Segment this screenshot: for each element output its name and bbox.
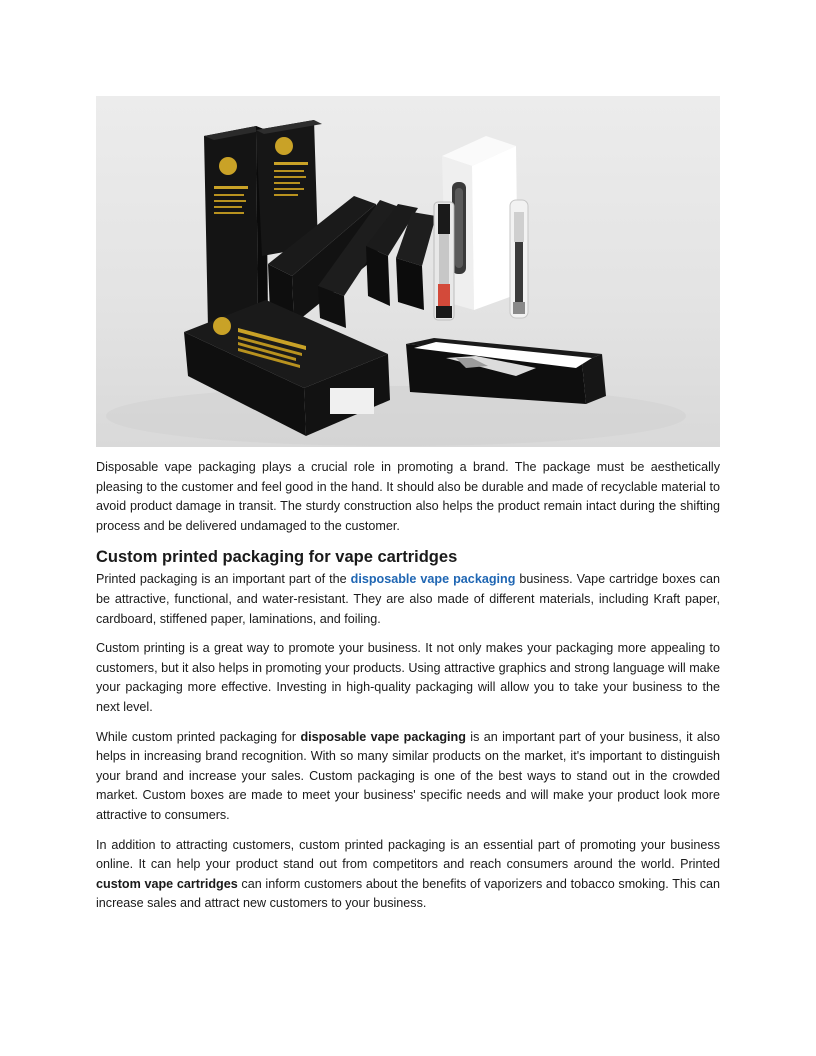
bold-phrase: custom vape cartridges	[96, 876, 238, 891]
paragraph-text: Printed packaging is an important part of the	[96, 572, 351, 587]
paragraph-printed-packaging	[96, 570, 720, 629]
bold-phrase: disposable vape packaging	[300, 729, 466, 744]
intro-paragraph: Disposable vape packaging plays a crucial role in promoting a brand. The package must be aesthetically pleasing to the customer and feel good in the hand. It should also be durable and made of recyclable material to avoid product damage in transit. The sturdy construction also helps the product remain intact during the shifting process and be delivered undamaged to the customer.	[96, 460, 720, 533]
vape-packaging-illustration	[96, 96, 720, 447]
paragraph-text: is an important part of your business, it also helps in increasing brand recognition. With so many similar products on the market, it's important to distinguish your brand and increase your sales. Custom packaging is one of the best ways to stand out in the crowded market. Custom boxes are made to meet your business' specific needs and will make your product look more attractive to consumers.	[96, 729, 720, 822]
paragraph-text: can inform customers about the benefits of vaporizers and tobacco smoking. This can increase sales and attract new customers to your business.	[96, 876, 721, 911]
paragraph-online-promotion	[96, 836, 720, 914]
product-photo	[96, 96, 720, 447]
article-body	[96, 458, 720, 924]
paragraph-brand-recognition	[96, 728, 720, 826]
paragraph-text: In addition to attracting customers, custom printed packaging is an essential part of promoting your business online. It can help your product stand out from competitors and reach consumers around the world. Printed	[96, 837, 720, 872]
paragraph-text: business. Vape cartridge boxes can be attractive, functional, and water-resistant. They are also made of different materials, including Kraft paper, cardboard, stiffened paper, laminations, and foiling.	[96, 572, 720, 626]
clear-cartridge-tube	[510, 200, 528, 318]
paragraph-custom-printing: Custom printing is a great way to promote your business. It not only makes your packaging more appealing to customers, but it also helps in promoting your products. Using attractive graphics and strong language will make your packaging more effective. Investing in high-quality packaging will allow you to take your business to the next level.	[96, 641, 720, 714]
vape-cartridge-tube	[434, 202, 454, 320]
paragraph-text: While custom printed packaging for	[96, 729, 301, 744]
section-heading: Custom printed packaging for vape cartridges	[96, 548, 458, 567]
disposable-vape-packaging-link[interactable]: disposable vape packaging	[350, 572, 516, 587]
